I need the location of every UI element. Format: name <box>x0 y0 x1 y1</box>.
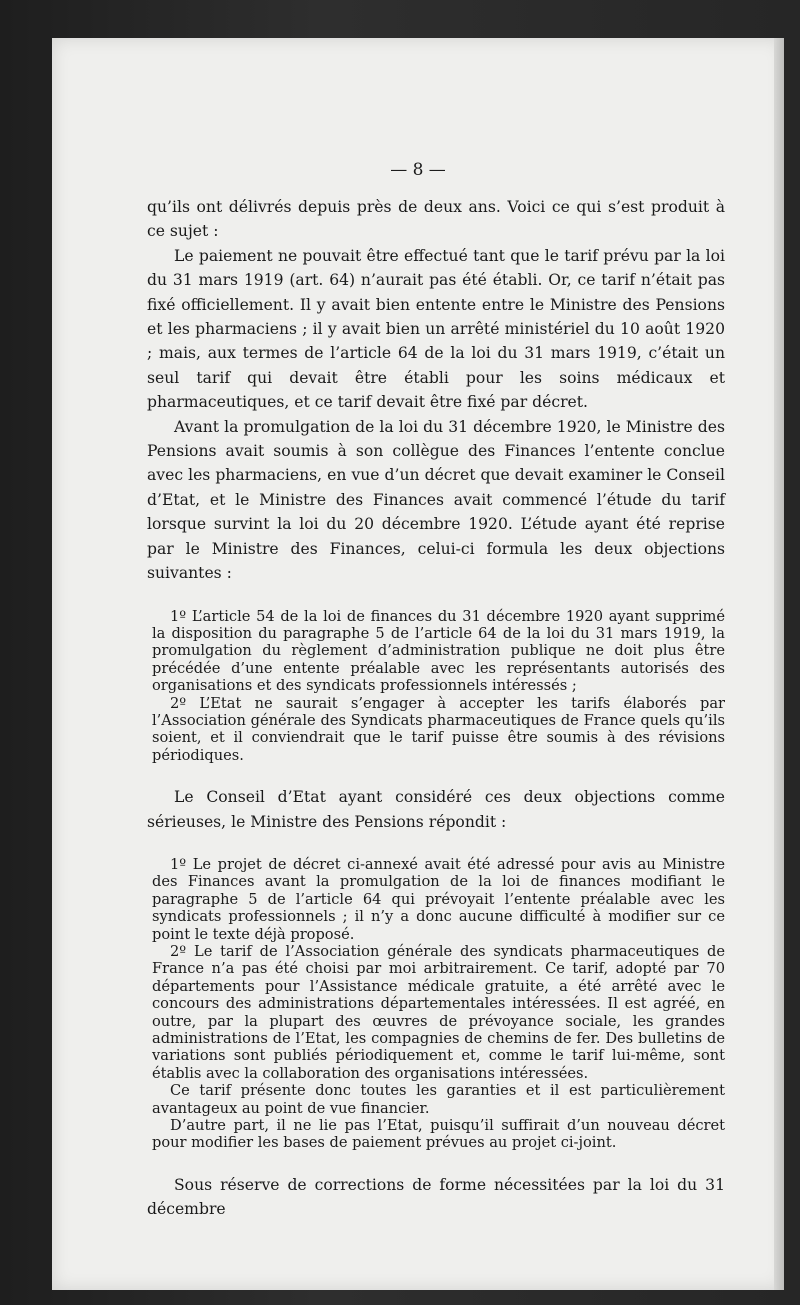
objections-list <box>152 608 725 765</box>
spacer <box>147 1152 725 1173</box>
response-3: Ce tarif présente donc toutes les garanties et il est particulièrement avantageux au point de vue financier. <box>152 1082 725 1117</box>
paragraph-continuation: qu’ils ont délivrés depuis près de deux ans. Voici ce qui s’est produit à ce sujet : <box>147 198 725 241</box>
paragraph-promulgation: Avant la promulgation de la loi du 31 décembre 1920, le Ministre des Pensions avait soumis à son collègue des Finances l’entente conclue avec les pharmaciens, en vue d’un décret que devait examiner le Conseil d’Etat, et le Ministre des Finances avait commencé l’étude du tarif lorsque survint la loi du 20 décembre 1920. L’étude ayant été reprise par le Ministre des Finances, celui-ci formula les deux objections suivantes : <box>147 417 725 583</box>
paragraph-closing: Sous réserve de corrections de forme nécessitées par la loi du 31 décembre <box>147 1175 725 1219</box>
responses-list <box>152 856 725 1152</box>
page-edge-shadow <box>774 38 784 1290</box>
paragraph-conseil-etat: Le Conseil d’Etat ayant considéré ces deux objections comme sérieuses, le Ministre des Pensions répondit : <box>147 788 725 831</box>
paragraph-payment: Le paiement ne pouvait être effectué tant que le tarif prévu par la loi du 31 mars 1919 (art. 64) n’aurait pas été établi. Or, ce tarif n’était pas fixé officiellement. Il y avait bien entente entre le Ministre des Pensions et les pharmaciens ; il y avait bien un arrêté ministériel du 10 août 1920 ; mais, aux termes de l’article 64 de la loi du 31 mars 1919, c’était un seul tarif qui devait être établi pour les soins médicaux et pharmaceutiques, et ce tarif devait être fixé par décret. <box>147 246 725 412</box>
document-page <box>52 38 784 1290</box>
objection-1: 1º L’article 54 de la loi de finances du 31 décembre 1920 ayant supprimé la disposition du paragraphe 5 de l’article 64 de la loi du 31 mars 1919, la promulgation du règlement d’administration publique ne doit plus être précédée d’une entente préalable avec les représentants autorisés des organisations et des syndicats professionnels intéressés ; <box>152 607 725 695</box>
response-2: 2º Le tarif de l’Association générale des syndicats pharmaceutiques de France n’a pas été choisi par moi arbitrairement. Ce tarif, adopté par 70 départements pour l’Assistance médicale gratuite, a été arrêté avec le concours des administrations départementales intéressées. Il est agréé, en outre, par la plupart des œuvres de prévoyance sociale, les grandes administrations de l’Etat, les compagnies de chemins de fer. Des bulletins de variations sont publiés périodiquement et, comme le tarif lui-même, sont établis avec la collaboration des organisations intéressées. <box>152 943 725 1082</box>
response-4: D’autre part, il ne lie pas l’Etat, puisqu’il suffirait d’un nouveau décret pour modifier les bases de paiement prévues au projet ci-joint. <box>152 1117 725 1152</box>
spacer <box>147 764 725 785</box>
closing-section <box>147 1173 725 1222</box>
page-content <box>147 195 725 1222</box>
response-1: 1º Le projet de décret ci-annexé avait été adressé pour avis au Ministre des Finances avant la promulgation de la loi de finances modifiant le paragraphe 5 de l’article 64 qui prévoyait l’entente préalable avec les syndicats professionnels ; il n’y a donc aucune difficulté à modifier sur ce point le texte déjà proposé. <box>152 855 725 943</box>
page-number: — 8 — <box>390 160 446 180</box>
objection-2: 2º L’Etat ne saurait s’engager à accepter les tarifs élaborés par l’Association générale des Syndicats pharmaceutiques de France quels qu’ils soient, et il conviendrait que le tarif puisse être soumis à des révisions périodiques. <box>152 694 725 764</box>
intro-section <box>147 195 725 586</box>
middle-section <box>147 785 725 834</box>
